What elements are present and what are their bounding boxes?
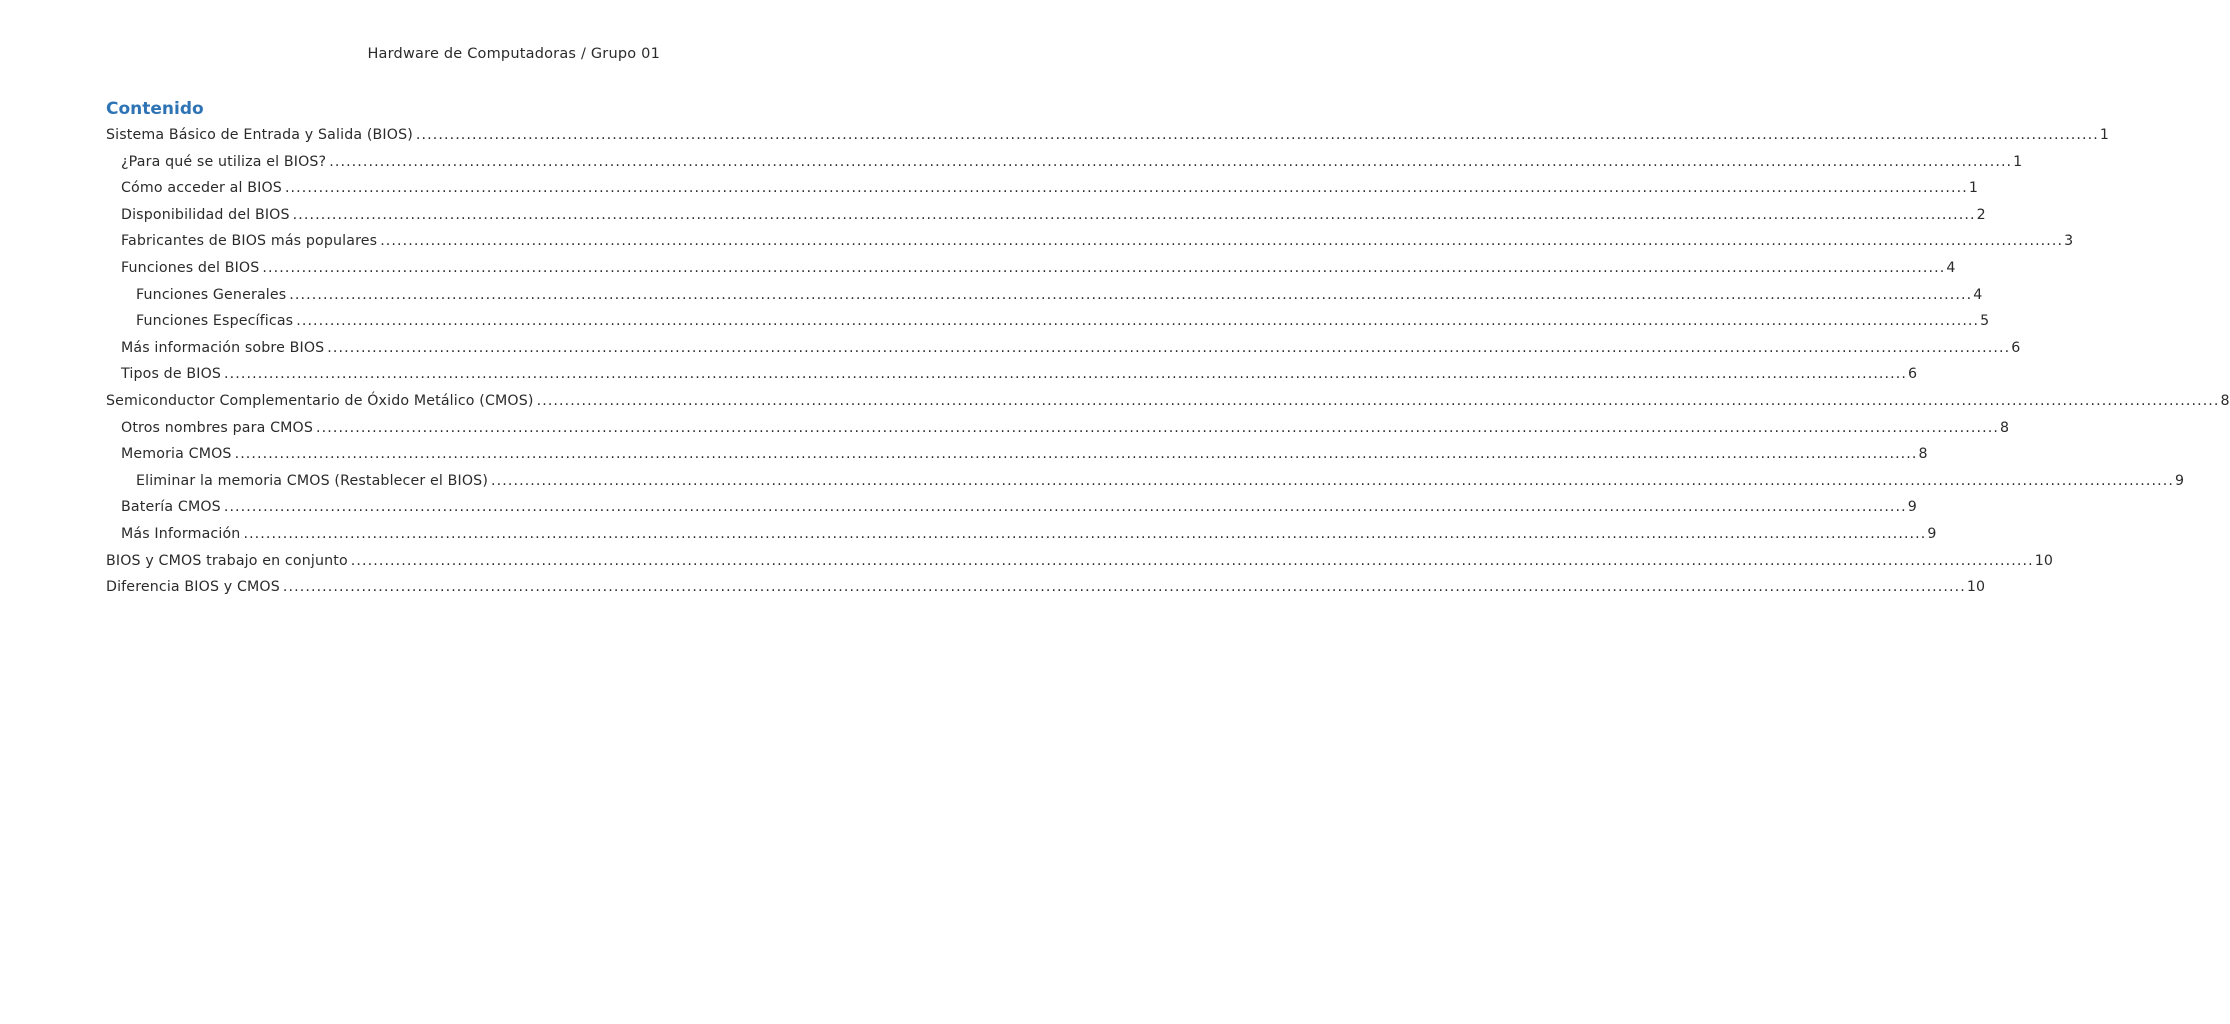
toc-entry-title: BIOS y CMOS trabajo en conjunto bbox=[106, 552, 348, 569]
toc-entry[interactable] bbox=[106, 441, 1928, 468]
toc-dot-leader: ............................................................................................................................................................................................................................................................................................................ bbox=[282, 579, 1966, 596]
toc-dot-leader: ............................................................................................................................................................................................................................................................................................................ bbox=[329, 153, 2013, 170]
table-of-contents bbox=[106, 96, 2230, 601]
toc-page-number: 1 bbox=[2099, 127, 2110, 143]
toc-entry[interactable] bbox=[106, 521, 1937, 548]
toc-entry[interactable] bbox=[106, 548, 2054, 575]
toc-dot-leader: ............................................................................................................................................................................................................................................................................................................ bbox=[327, 339, 2011, 356]
running-header: Hardware de Computadoras / Grupo 01 bbox=[367, 46, 660, 62]
toc-entry[interactable] bbox=[106, 468, 2185, 495]
toc-page-number: 9 bbox=[1927, 525, 1937, 542]
toc-entry[interactable] bbox=[106, 574, 1986, 601]
toc-dot-leader: ............................................................................................................................................................................................................................................................................................................ bbox=[415, 127, 2099, 143]
toc-dot-leader: ............................................................................................................................................................................................................................................................................................................ bbox=[380, 233, 2064, 250]
toc-page-number: 8 bbox=[2220, 392, 2230, 409]
toc-entry-title: Más información sobre BIOS bbox=[121, 339, 325, 356]
toc-list bbox=[106, 122, 2230, 601]
toc-entry-title: Más Información bbox=[121, 525, 241, 542]
toc-dot-leader: ............................................................................................................................................................................................................................................................................................................ bbox=[234, 446, 1918, 463]
toc-entry[interactable] bbox=[106, 228, 2074, 255]
toc-dot-leader: ............................................................................................................................................................................................................................................................................................................ bbox=[350, 552, 2034, 569]
toc-page-number: 3 bbox=[2064, 233, 2074, 250]
toc-entry-title: Otros nombres para CMOS bbox=[121, 419, 313, 436]
toc-page-number: 8 bbox=[1999, 419, 2010, 436]
toc-entry-title: Eliminar la memoria CMOS (Restablecer el BIOS) bbox=[136, 472, 489, 489]
toc-entry-title: Batería CMOS bbox=[121, 499, 221, 516]
toc-entry[interactable] bbox=[106, 388, 2230, 415]
toc-dot-leader: ............................................................................................................................................................................................................................................................................................................ bbox=[224, 366, 1907, 383]
toc-page-number: 6 bbox=[2011, 339, 2021, 356]
toc-entry-title: Disponibilidad del BIOS bbox=[121, 206, 290, 223]
toc-dot-leader: ............................................................................................................................................................................................................................................................................................................ bbox=[536, 392, 2220, 409]
toc-entry[interactable] bbox=[106, 494, 1917, 521]
toc-dot-leader: ............................................................................................................................................................................................................................................................................................................ bbox=[292, 206, 1976, 223]
toc-entry-title: Funciones Generales bbox=[136, 286, 287, 303]
toc-dot-leader: ............................................................................................................................................................................................................................................................................................................ bbox=[491, 472, 2174, 489]
toc-entry-title: Fabricantes de BIOS más populares bbox=[121, 233, 378, 250]
toc-entry[interactable] bbox=[106, 175, 1979, 202]
toc-entry-title: Tipos de BIOS bbox=[121, 366, 222, 383]
toc-entry[interactable] bbox=[106, 335, 2021, 362]
toc-dot-leader: ............................................................................................................................................................................................................................................................................................................ bbox=[289, 286, 1973, 303]
toc-page-number: 10 bbox=[2034, 552, 2054, 569]
toc-page-number: 1 bbox=[2013, 153, 2023, 170]
toc-entry[interactable] bbox=[106, 255, 1956, 282]
toc-entry[interactable] bbox=[106, 361, 1918, 388]
toc-page-number: 5 bbox=[1980, 313, 1990, 330]
toc-page-number: 6 bbox=[1907, 366, 1918, 383]
toc-page-number: 1 bbox=[1968, 180, 1979, 197]
toc-dot-leader: ............................................................................................................................................................................................................................................................................................................ bbox=[316, 419, 1999, 436]
toc-entry[interactable] bbox=[106, 149, 2023, 176]
toc-entry-title: Semiconductor Complementario de Óxido Metálico (CMOS) bbox=[106, 392, 534, 409]
toc-entry-title: ¿Para qué se utiliza el BIOS? bbox=[121, 153, 327, 170]
toc-entry[interactable] bbox=[106, 122, 2110, 149]
toc-entry-title: Funciones del BIOS bbox=[121, 259, 260, 276]
toc-page-number: 10 bbox=[1966, 579, 1986, 596]
toc-page-number: 2 bbox=[1976, 206, 1986, 223]
toc-entry-title: Sistema Básico de Entrada y Salida (BIOS) bbox=[106, 127, 413, 143]
toc-entry[interactable] bbox=[106, 282, 1983, 309]
toc-entry-title: Memoria CMOS bbox=[121, 446, 232, 463]
toc-entry[interactable] bbox=[106, 202, 1986, 229]
toc-entry[interactable] bbox=[106, 415, 2010, 442]
toc-dot-leader: ............................................................................................................................................................................................................................................................................................................ bbox=[262, 259, 1946, 276]
toc-entry[interactable] bbox=[106, 308, 1990, 335]
toc-entry-title: Cómo acceder al BIOS bbox=[121, 180, 282, 197]
toc-page-number: 4 bbox=[1973, 286, 1983, 303]
toc-page-number: 4 bbox=[1946, 259, 1956, 276]
toc-page-number: 8 bbox=[1918, 446, 1928, 463]
toc-dot-leader: ............................................................................................................................................................................................................................................................................................................ bbox=[284, 180, 1968, 197]
toc-entry-title: Funciones Específicas bbox=[136, 313, 294, 330]
toc-dot-leader: ............................................................................................................................................................................................................................................................................................................ bbox=[296, 313, 1980, 330]
toc-dot-leader: ............................................................................................................................................................................................................................................................................................................ bbox=[243, 525, 1927, 542]
toc-entry-title: Diferencia BIOS y CMOS bbox=[106, 579, 280, 596]
toc-heading: Contenido bbox=[106, 99, 204, 119]
toc-dot-leader: ............................................................................................................................................................................................................................................................................................................ bbox=[223, 499, 1907, 516]
toc-page-number: 9 bbox=[1907, 499, 1917, 516]
toc-page-number: 9 bbox=[2174, 472, 2185, 489]
